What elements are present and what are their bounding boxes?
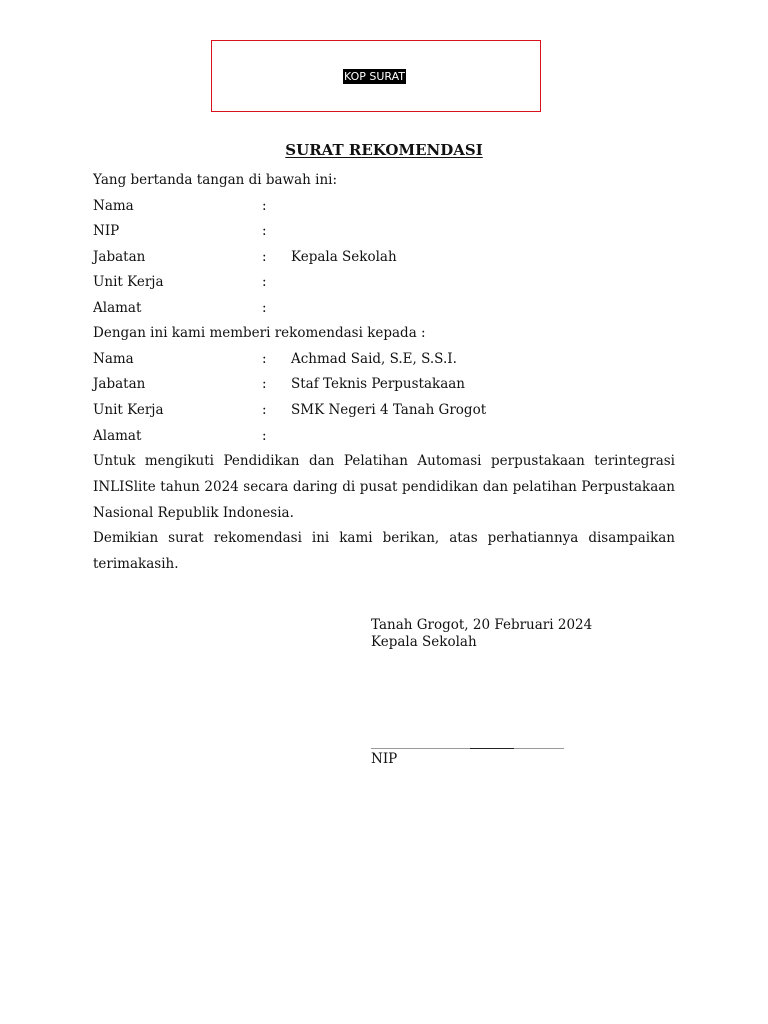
- purpose-line: Untuk mengikuti Pendidikan dan Pelatihan Automasi perpustakaan terintegrasi: [93, 453, 675, 469]
- field-colon: :: [262, 351, 267, 367]
- field-colon: :: [262, 300, 267, 316]
- field-label: Alamat: [93, 428, 142, 444]
- signature-place-date: Tanah Grogot, 20 Februari 2024: [371, 617, 593, 633]
- field-colon: :: [262, 428, 267, 444]
- field-label: Alamat: [93, 300, 142, 316]
- closing-line: terimakasih.: [93, 556, 179, 572]
- field-label: Jabatan: [93, 376, 146, 392]
- signer-field-nama: [93, 198, 675, 218]
- intro-text: Yang bertanda tangan di bawah ini:: [93, 172, 338, 188]
- field-label: NIP: [93, 223, 120, 239]
- field-value: SMK Negeri 4 Tanah Grogot: [291, 402, 487, 418]
- signature-line: [371, 748, 564, 749]
- field-colon: :: [262, 198, 267, 214]
- field-colon: :: [262, 249, 267, 265]
- signer-field-unit-kerja: [93, 274, 675, 294]
- closing-line: Demikian surat rekomendasi ini kami berikan, atas perhatiannya disampaikan: [93, 530, 675, 546]
- recipient-field-jabatan: [93, 376, 675, 396]
- purpose-line: INLISlite tahun 2024 secara daring di pusat pendidikan dan pelatihan Perpustakaan: [93, 479, 675, 495]
- field-label: Unit Kerja: [93, 402, 164, 418]
- recipient-field-unit-kerja: [93, 402, 675, 422]
- signer-field-nip: [93, 223, 675, 243]
- field-value: Kepala Sekolah: [291, 249, 397, 265]
- signature-line-accent: [470, 748, 514, 749]
- field-value: Achmad Said, S.E, S.S.I.: [291, 351, 457, 367]
- recommend-intro: Dengan ini kami memberi rekomendasi kepada :: [93, 325, 426, 341]
- signature-position: Kepala Sekolah: [371, 634, 477, 650]
- letter-title: SURAT REKOMENDASI: [285, 141, 483, 159]
- field-label: Nama: [93, 198, 134, 214]
- signer-field-alamat: [93, 300, 675, 320]
- signer-field-jabatan: [93, 249, 675, 269]
- letterhead-label: KOP SURAT: [344, 70, 406, 83]
- field-label: Nama: [93, 351, 134, 367]
- recipient-field-alamat: [93, 428, 675, 448]
- purpose-line: Nasional Republik Indonesia.: [93, 505, 294, 521]
- signature-nip: NIP: [371, 751, 398, 767]
- field-colon: :: [262, 376, 267, 392]
- field-label: Unit Kerja: [93, 274, 164, 290]
- field-colon: :: [262, 402, 267, 418]
- field-colon: :: [262, 274, 267, 290]
- field-label: Jabatan: [93, 249, 146, 265]
- field-value: Staf Teknis Perpustakaan: [291, 376, 465, 392]
- recipient-field-nama: [93, 351, 675, 371]
- field-colon: :: [262, 223, 267, 239]
